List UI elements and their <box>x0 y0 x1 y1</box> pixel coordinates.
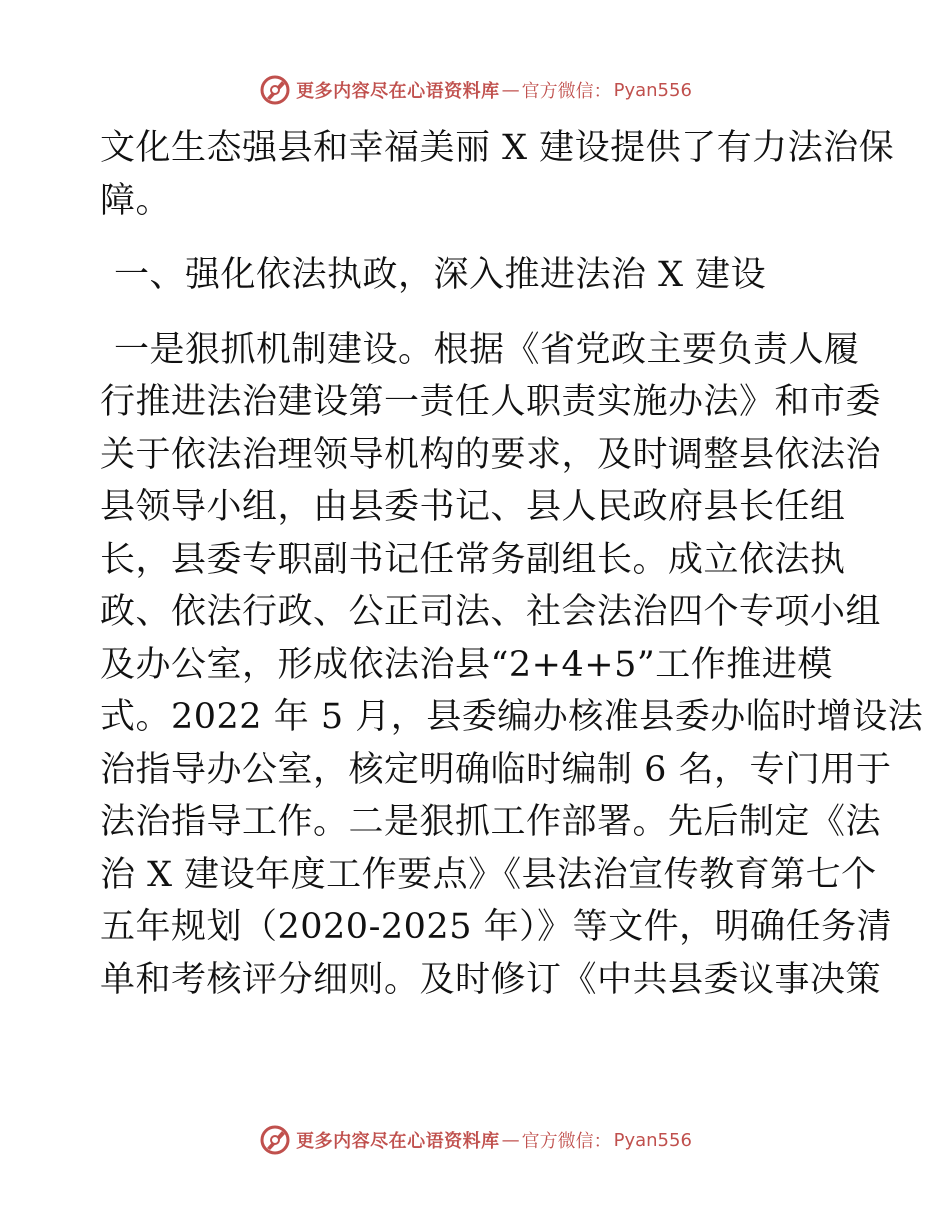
text-line: 法治指导工作。二是狠抓工作部署。先后制定《法 <box>100 802 882 842</box>
quill-circle-logo-icon <box>258 1123 292 1157</box>
footer-banner <box>0 1120 950 1160</box>
text-line: 式。2022 年 5 月，县委编办核准县委办临时增设法 <box>100 697 924 737</box>
text-line: 行推进法治建设第一责任人职责实施办法》和市委 <box>100 382 882 422</box>
text-line: 长，县委专职副书记任常务副组长。成立依法执 <box>100 539 846 580</box>
text-line: 五年规划（2020-2025 年）》等文件，明确任务清 <box>100 907 893 947</box>
text-line: 治 X 建设年度工作要点》《县法治宣传教育第七个 <box>100 854 877 895</box>
text-line: 文化生态强县和幸福美丽 X 建设提供了有力法治保 <box>100 128 895 168</box>
promo-text: 更多内容尽在心语资料库 <box>296 81 500 102</box>
quill-circle-logo-icon <box>258 73 292 107</box>
wechat-label: 官方微信： <box>521 1131 612 1152</box>
paragraph-mechanism <box>100 324 924 1007</box>
text-line: 治指导办公室，核定明确临时编制 6 名，专门用于 <box>100 749 892 790</box>
banner-dash: — <box>501 79 520 101</box>
text-line: 及办公室，形成依法治县“2+4+5”工作推进模 <box>100 644 833 685</box>
wechat-id: Pyan556 <box>613 79 692 101</box>
text-line: 单和考核评分细则。及时修订《中共县委议事决策 <box>100 959 882 1000</box>
banner-dash: — <box>501 1129 520 1151</box>
header-banner <box>0 70 950 110</box>
text-line: 一是狠抓机制建设。根据《省党政主要负责人履 <box>114 329 860 370</box>
document-body <box>100 122 924 1006</box>
wechat-id: Pyan556 <box>613 1129 692 1151</box>
paragraph-continuation <box>100 122 895 227</box>
wechat-label: 官方微信： <box>521 81 612 102</box>
section-heading: 一、强化依法执政，深入推进法治 X 建设 <box>114 255 767 295</box>
promo-text: 更多内容尽在心语资料库 <box>296 1131 500 1152</box>
text-line: 县领导小组，由县委书记、县人民政府县长任组 <box>100 487 846 527</box>
text-line: 障。 <box>100 180 172 221</box>
text-line: 政、依法行政、公正司法、社会法治四个专项小组 <box>100 592 882 632</box>
text-line: 关于依法治理领导机构的要求，及时调整县依法治 <box>100 434 882 475</box>
